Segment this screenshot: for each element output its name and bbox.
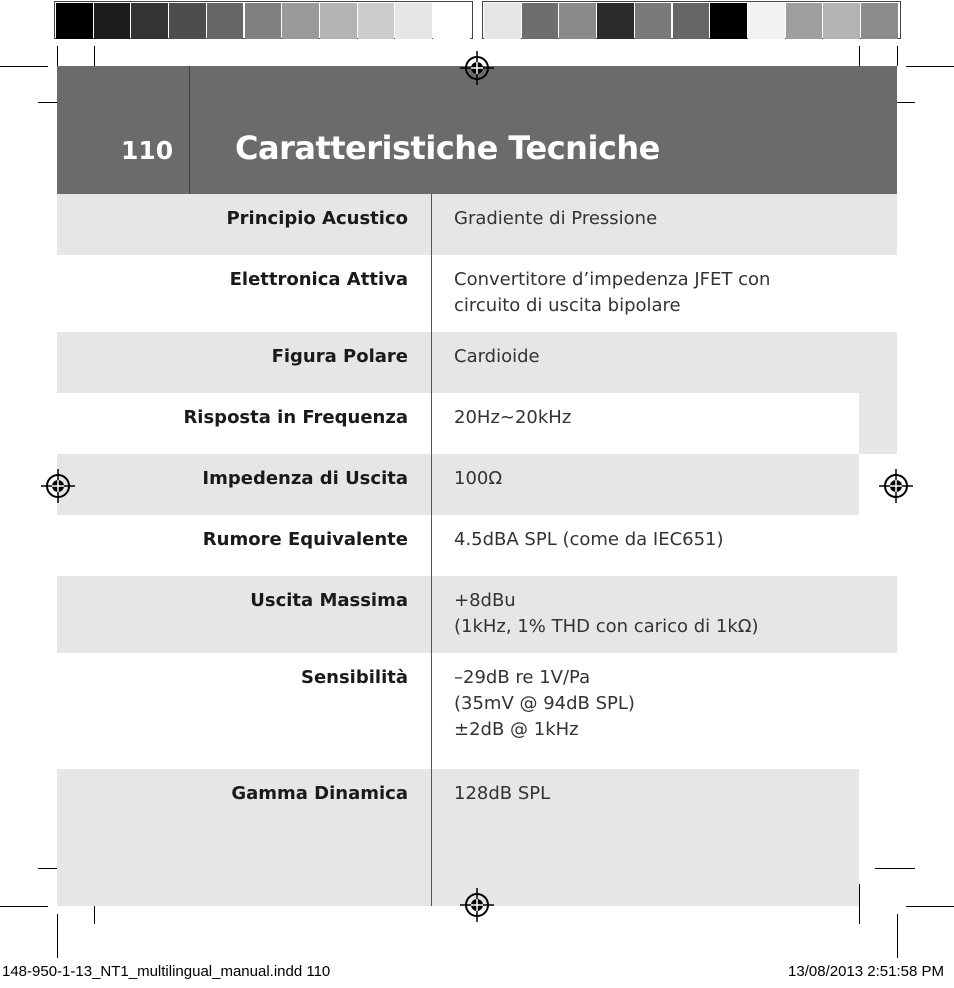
spec-value-line: 20Hz~20kHz — [454, 407, 572, 428]
spec-label: Figura Polare — [271, 346, 408, 367]
spec-row — [57, 454, 859, 515]
spec-row — [57, 653, 859, 769]
color-swatch — [484, 3, 521, 39]
spec-value — [454, 206, 657, 232]
color-swatch — [320, 3, 357, 39]
spec-value — [454, 405, 571, 431]
crop-mark — [897, 46, 898, 66]
spec-label: Elettronica Attiva — [229, 269, 408, 290]
color-swatch — [169, 3, 206, 39]
footer-timestamp: 13/08/2013 2:51:58 PM — [788, 963, 944, 980]
spec-value-line: +8dBu — [454, 590, 516, 611]
spec-value — [454, 588, 759, 640]
crop-mark — [875, 868, 915, 869]
color-swatch — [245, 3, 282, 39]
column-divider — [431, 194, 432, 906]
spec-value-line: 100Ω — [454, 468, 503, 489]
spec-row — [57, 515, 859, 576]
spec-row — [57, 393, 859, 454]
color-swatch — [597, 3, 634, 39]
registration-mark-icon — [460, 888, 494, 922]
spec-value-line: Gradiente di Pressione — [454, 208, 658, 229]
color-swatch — [522, 3, 559, 39]
registration-mark-icon — [460, 51, 494, 85]
header-divider — [189, 66, 190, 194]
crop-mark — [0, 906, 48, 907]
color-swatch — [56, 3, 93, 39]
page-header — [57, 66, 897, 194]
crop-mark — [906, 906, 954, 907]
spec-value — [454, 781, 550, 807]
spec-row — [57, 576, 897, 653]
color-swatch — [94, 3, 131, 39]
spec-label: Risposta in Frequenza — [183, 407, 408, 428]
spec-value-line: 128dB SPL — [454, 783, 551, 804]
color-swatch — [358, 3, 395, 39]
crop-mark — [57, 46, 58, 66]
spec-value — [454, 344, 540, 370]
color-swatch — [673, 3, 710, 39]
spec-value-line: circuito di uscita bipolare — [454, 295, 681, 316]
spec-value-line: ±2dB @ 1kHz — [454, 719, 579, 740]
registration-mark-icon — [879, 469, 913, 503]
spec-value-line: Convertitore d’impedenza JFET con — [454, 269, 771, 290]
spec-label: Sensibilità — [300, 667, 408, 688]
row-shade-extension — [859, 393, 897, 454]
registration-mark-icon — [41, 469, 75, 503]
color-swatch — [861, 3, 898, 39]
crop-mark — [906, 66, 954, 67]
spec-label: Uscita Massima — [250, 590, 408, 611]
color-swatch — [635, 3, 672, 39]
color-swatch — [559, 3, 596, 39]
spec-row — [57, 255, 897, 332]
color-swatch — [131, 3, 168, 39]
spec-value-line: (1kHz, 1% THD con carico di 1kΩ) — [454, 616, 759, 637]
spec-value-line: –29dB re 1V/Pa — [454, 667, 591, 688]
spec-row — [57, 769, 859, 906]
color-swatch — [207, 3, 244, 39]
spec-label: Impedenza di Uscita — [202, 468, 408, 489]
crop-mark — [0, 66, 48, 67]
color-swatch — [786, 3, 823, 39]
color-swatch — [282, 3, 319, 39]
color-swatch — [823, 3, 860, 39]
color-swatch — [433, 3, 470, 39]
spec-row — [57, 194, 897, 255]
spec-row — [57, 332, 897, 393]
spec-value — [454, 527, 724, 553]
page-number: 110 — [121, 136, 174, 165]
spec-label: Rumore Equivalente — [202, 529, 408, 550]
spec-value — [454, 466, 502, 492]
footer-file-info: 148-950-1-13_NT1_multilingual_manual.indd 110 — [2, 963, 331, 980]
spec-value-line: 4.5dBA SPL (come da IEC651) — [454, 529, 724, 550]
spec-value — [454, 267, 770, 319]
crop-mark — [859, 884, 860, 924]
page-title: Caratteristiche Tecniche — [235, 129, 660, 167]
spec-label: Principio Acustico — [226, 208, 408, 229]
crop-mark — [897, 914, 898, 958]
color-swatch — [748, 3, 785, 39]
color-swatch — [395, 3, 432, 39]
spec-value — [454, 665, 635, 743]
spec-value-line: (35mV @ 94dB SPL) — [454, 693, 635, 714]
crop-mark — [57, 914, 58, 958]
spec-label: Gamma Dinamica — [231, 783, 408, 804]
color-swatch — [710, 3, 747, 39]
spec-value-line: Cardioide — [454, 346, 540, 367]
